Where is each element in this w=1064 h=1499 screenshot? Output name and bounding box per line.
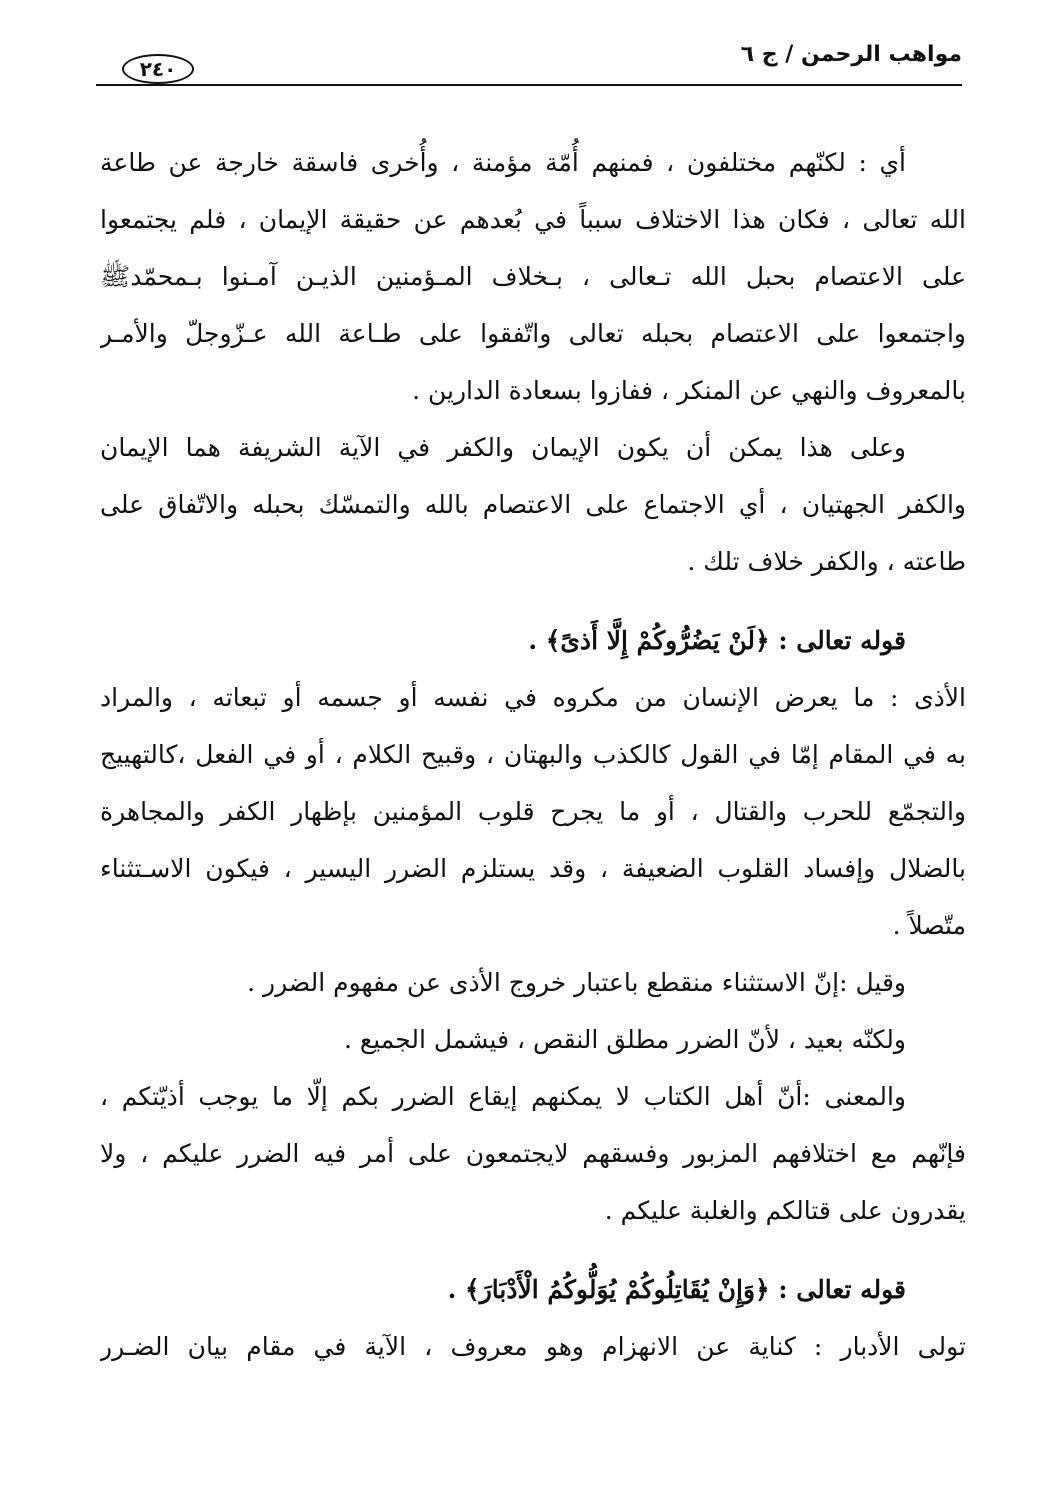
book-title: مواهب الرحمن / ج ٦ [740,42,962,67]
text-line: يقدرون على قتالكم والغلبة عليكم . [604,1196,966,1225]
text-line: الله تعالى ، فكان هذا الاختلاف سبباً في بُعدهم عن حقيقة الإيمان ، فلم يجتمعوا [100,205,966,234]
text-line: به في المقام إمّا في القول كالكذب والبهتان ، وقبيح الكلام ، أو في الفعل ،كالتهييج [100,740,966,769]
text-line: واجتمعوا على الاعتصام بحبله تعالى واتّفقوا على طـاعة الله عـزّوجلّ والأمـر [100,319,966,348]
header-divider [96,84,962,86]
text-line: فإنّهم مع اختلافهم المزبور وفسقهم لايجتمعون على أمر فيه الضرر عليكم ، ولا [100,1139,966,1168]
text-line: وعلى هذا يمكن أن يكون الإيمان والكفر في الآية الشريفة هما الإيمان [100,433,906,462]
verse-heading: قوله تعالى : ﴿وَإِنْ يُقَاتِلُوكُمْ يُوَلُّوكُمُ الْأَدْبَارَ﴾ . [447,1275,906,1304]
text-line: متّصلاً . [892,911,966,940]
text-line: بالضلال وإفساد القلوب الضعيفة ، وقد يستلزم الضرر اليسير ، فيكون الاسـتثناء [100,854,966,883]
text-line: والتجمّع للحرب والقتال ، أو ما يجرح قلوب المؤمنين بإظهار الكفر والمجاهرة [100,797,966,826]
body-text [100,134,966,1375]
paragraph-gap [100,1239,966,1261]
text-line: ولكنّه بعيد ، لأنّ الضرر مطلق النقص ، فيشمل الجميع . [344,1025,906,1054]
text-line: الأذى : ما يعرض الإنسان من مكروه في نفسه أو جسمه أو تبعاته ، والمراد [100,683,966,712]
text-line: على الاعتصام بحبل الله تـعالى ، بـخلاف المـؤمنين الذيـن آمـنوا بـمحمّدﷺ [100,262,966,291]
text-line: تولى الأدبار : كناية عن الانهزام وهو معروف ، الآية في مقام بيان الضـرر [100,1332,966,1361]
paragraph-gap [100,590,966,612]
page-number: ٢٤٠ [122,54,194,84]
text-line: والمعنى :أنّ أهل الكتاب لا يمكنهم إيقاع الضرر بكم إلّا ما يوجب أذيّتكم ، [100,1082,906,1111]
text-line: وقيل :إنّ الاستثناء منقطع باعتبار خروج الأذى عن مفهوم الضرر . [247,968,906,997]
verse-heading: قوله تعالى : ﴿لَنْ يَضُرُّوكُمْ إِلَّا أَذىً﴾ . [528,626,906,655]
text-line: أي : لكنّهم مختلفون ، فمنهم أُمّة مؤمنة ، وأُخرى فاسقة خارجة عن طاعة [100,148,906,177]
page-header [96,34,962,94]
text-line: بالمعروف والنهي عن المنكر ، ففازوا بسعادة الدارين . [412,376,966,405]
text-line: طاعته ، والكفر خلاف تلك . [687,547,966,576]
text-line: والكفر الجهتيان ، أي الاجتماع على الاعتصام بالله والتمسّك بحبله والاتّفاق على [100,490,966,519]
